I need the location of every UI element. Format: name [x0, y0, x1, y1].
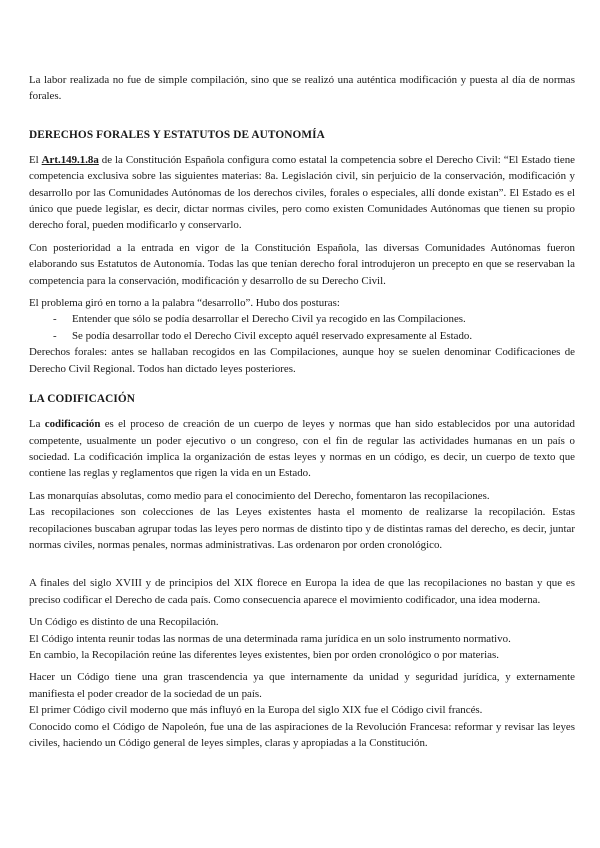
definition-lead: La — [29, 418, 45, 431]
codigo-definition-paragraph: El Código intenta reunir todas las normas de una determinada rama jurídica en un solo instrumento normativo. — [29, 632, 511, 645]
recopilaciones-paragraph: Las recopilaciones son colecciones de las Leyes existentes hasta el momento de realizarse la recopilación. Estas recopilaciones buscaban agrupar todas las leyes pero normas de distinto tipo y de distintas ramas del derecho, es decir, juntar normas civiles, normas penales, normas administrativas. Las ordenaron por orden cronológico. — [29, 506, 575, 551]
article-reference: Art.149.1.8a — [41, 153, 99, 166]
recopilacion-definition-paragraph: En cambio, la Recopilación reúne las diferentes leyes existentes, bien por orden cronológico o por materias. — [29, 648, 499, 661]
postures-list — [29, 311, 575, 344]
article-paragraph-body: de la Constitución Española configura como estatal la competencia sobre el Derecho Civil: “El Estado tiene competencia exclusiva sobre las siguientes materias: 8a. Legislación civil, sin perjuicio de la conservación, modificación y desarrollo por las Comunidades Autónomas de los derechos civiles, forales o especiales, allí donde existan”. El Estado es el único que puede legislar, es decir, dictar normas civiles, pero como existen Comunidades Autónomas que tienen su propio derecho foral, pueden modificarlo y conservarlo. — [29, 153, 575, 232]
codificacion-definition-paragraph — [29, 416, 575, 482]
derechos-forales-paragraph: Derechos forales: antes se hallaban recogidos en las Compilaciones, aunque hoy se suelen denominar Codificaciones de Derecho Civil Regional. Todos han dictado leyes posteriores. — [29, 346, 575, 375]
estatutos-paragraph: Con posterioridad a la entrada en vigor de la Constitución Española, las diversas Comunidades Autónomas fueron elaborando sus Estatutos de Autonomía. Todas las que tenían derecho foral introdujeron un precepto en que se reservaban la competencia para la conservación, modificación y desarrollo de su Derecho Civil. — [29, 241, 575, 287]
article-paragraph — [29, 152, 575, 234]
section-heading-codificacion: LA CODIFICACIÓN — [29, 393, 136, 406]
definition-body: es el proceso de creación de un cuerpo de leyes y normas que han sido establecidos por una autoridad competente, usualmente un poder ejecutivo o un congreso, con el fin de regular las actividades humanas en un país o sociedad. La codificación implica la organización de estas leyes y normas en un código, es decir, un cuerpo de texto que contiene las reglas y reglamentos que rigen la vida en un Estado. — [29, 418, 575, 480]
codigo-distinto-paragraph: Un Código es distinto de una Recopilación. — [29, 616, 219, 629]
napoleon-paragraph: Conocido como el Código de Napoleón, fue una de las aspiraciones de la Revolución Francesa: reformar y revisar las leyes civiles, haciendo un Código general de leyes simples, claras y apropiadas a la Constitución. — [29, 720, 575, 749]
primer-codigo-paragraph: El primer Código civil moderno que más influyó en la Europa del siglo XIX fue el Código civil francés. — [29, 704, 483, 717]
codificacion-term: codificación — [44, 418, 101, 431]
article-paragraph-lead: El — [29, 153, 42, 166]
intro-paragraph: La labor realizada no fue de simple compilación, sino que se realizó una auténtica modificación y puesta al día de normas forales. — [29, 74, 575, 103]
list-item: - Entender que sólo se podía desarrollar el Derecho Civil ya recogido en las Compilaciones. — [29, 311, 575, 327]
monarquias-paragraph: Las monarquías absolutas, como medio para el conocimiento del Derecho, fomentaron las recopilaciones. — [29, 489, 490, 502]
siglo-xviii-paragraph: A finales del siglo XVIII y de principios del XIX florece en Europa la idea de que las recopilaciones no bastan y que es preciso codificar el Derecho de cada país. Como consecuencia aparece el movimiento codificador, una idea moderna. — [29, 577, 575, 606]
section-heading-derechos-forales: DERECHOS FORALES Y ESTATUTOS DE AUTONOMÍA — [29, 128, 325, 141]
desarrollo-paragraph: El problema giró en torno a la palabra “desarrollo”. Hubo dos posturas: — [29, 297, 340, 310]
document-page — [29, 72, 575, 751]
trascendencia-paragraph: Hacer un Código tiene una gran trascendencia ya que internamente da unidad y seguridad jurídica, y externamente manifiesta el poder creador de la sociedad de un país. — [29, 671, 575, 700]
list-item: - Se podía desarrollar todo el Derecho Civil excepto aquél reservado expresamente al Estado. — [29, 328, 575, 344]
